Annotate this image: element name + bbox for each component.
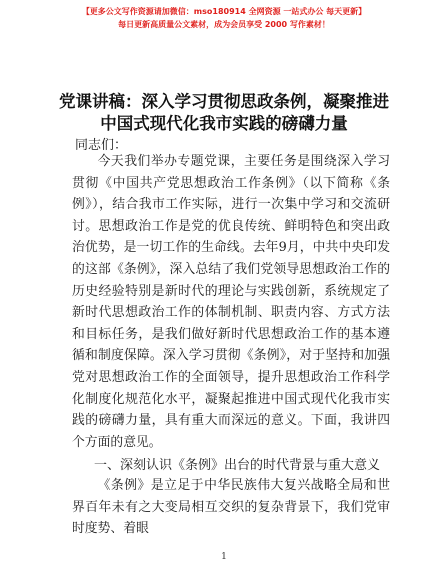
page-number: 1	[221, 552, 227, 562]
document-title-line1: 党课讲稿：深入学习贯彻思政条例，凝聚推进	[59, 92, 389, 111]
body-paragraph-section1: 《条例》是立足于中华民族伟大复兴战略全局和世界百年未有之大变局相互交织的复杂背景下，我们党审时度势、着眼	[72, 478, 390, 537]
section-heading-1: 一、深刻认识《条例》出台的时代背景与重大意义	[94, 458, 381, 473]
document-title-line2: 中国式现代化我市实践的磅礴力量	[100, 114, 348, 133]
body-paragraph-intro: 今天我们举办专题党课，主要任务是围绕深入学习贯彻《中国共产党思想政治工作条例》（以下简称《条例》），结合我市工作实际，进行一次集中学习和交流研讨。思想政治工作是党的优良传统、鲜明特色和突出政治优势，是一切工作的生命线。去年9月，中共中央印发的这部《条例》，深入总结了我们党领导思想政治工作的历史经验特别是新时代的理论与实践创新，系统规定了新时代思想政治工作的体制机制、职责内容、方式方法和目标任务，是我们做好新时代思想政治工作的基本遵循和制度保障。深入学习贯彻《条例》，对于坚持和加强党对思想政治工作的全面领导，提升思想政治工作科学化制度化规范化水平，凝聚起推进中国式现代化我市实践的磅礴力量，具有重大而深远的意义。下面，我讲四个方面的意见。	[72, 154, 390, 450]
promo-banner-line2: 每日更新高质量公文素材，成为会员享受 2000 写作素材！	[118, 20, 330, 29]
salutation: 同志们：	[75, 138, 128, 153]
promo-banner-line1: 【更多公文写作资源请加微信：mso180914 全网资源 一站式办公 每天更新】	[81, 7, 367, 16]
